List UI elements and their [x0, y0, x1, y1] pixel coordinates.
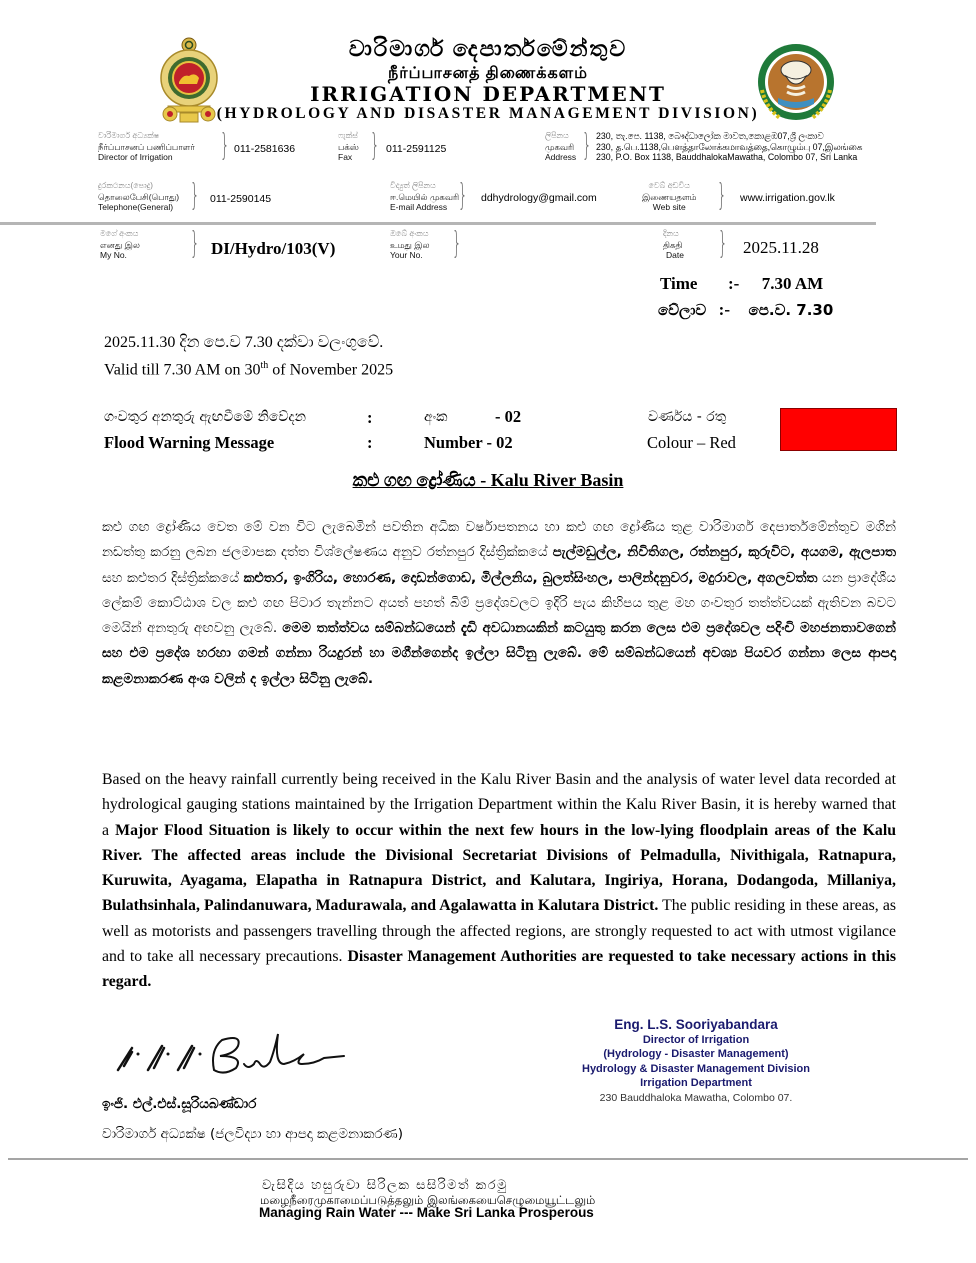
- director-label: වාරිමාර්ග අධ්‍යක්ෂ நீர்ப்பாசனப் பணிப்பாளர் Director of Irrigation: [98, 131, 195, 162]
- colour-label-sinhala: වර්ණය - රතු: [648, 409, 727, 425]
- your-no-label: ඔබේ අංකය உமது இல Your No.: [390, 229, 430, 260]
- slogan-tamil: மழைநீரைமுகாமைப்படுத்தலும் இலங்கையைசெழுமையூட்டலும்: [260, 1193, 596, 1207]
- number-english: Number - 02: [424, 433, 513, 452]
- warning-sep: :: [367, 433, 373, 452]
- warning-label-english: Flood Warning Message: [104, 433, 275, 452]
- brace-icon: }: [370, 128, 380, 163]
- address-label: ලිපිනය முகவரி Address: [545, 131, 577, 162]
- slogan-sinhala: වැසිදිය හසුරුවා සිරිලක සසිරිමත් කරමු: [262, 1178, 508, 1193]
- division-title: (HYDROLOGY AND DISASTER MANAGEMENT DIVISION): [216, 105, 760, 122]
- brace-icon: }: [452, 226, 462, 261]
- handwritten-signature: [110, 1030, 370, 1080]
- signatory-title-sinhala: වාරිමාර්ග අධ්‍යක්ෂ (ජලවිද්‍යා හා ආපදා කළමනාකරණ): [102, 1126, 403, 1142]
- director-phone: 011-2581636: [234, 143, 296, 155]
- issue-time-english: Time :- 7.30 AM: [660, 274, 824, 293]
- telephone-label: දුරකථනය(පොදු) தொலைபேசி(பொது) Telephone(General): [98, 181, 180, 212]
- my-reference-number: DI/Hydro/103(V): [211, 239, 336, 258]
- number-value-sinhala: - 02: [495, 407, 522, 426]
- brace-icon: }: [220, 128, 230, 163]
- address-value: 230, තැ.පෙ. 1138, බෞද්ධාලෝක මාවත,කොළඹ07,ශ්‍රී ලංකාව 230, த.பெ.1138,பௌத்தாலோக்கமாவத்தை,கொழும்பு 07,இலங்கை 230, P.O. Box 1138, BauddhalokaMawatha, Colombo 07, Sri Lanka: [596, 131, 863, 162]
- basin-title: කළු ගඟ ද්‍රෝණිය - Kalu River Basin: [352, 470, 624, 490]
- brace-icon: }: [190, 226, 200, 261]
- number-label-sinhala: අංක: [424, 409, 448, 425]
- brace-icon: }: [458, 178, 468, 213]
- brace-icon: }: [190, 178, 200, 213]
- warning-label-sinhala: ගංවතුර අනතුරු ඇඟවීමේ නිවේදන: [104, 409, 307, 425]
- warning-body-english: Based on the heavy rainfall currently being received in the Kalu River Basin and the analysis of water level data recorded at hydrological gauging stations maintained by the Irrigation Department within the Kalu River Basin, it is hereby warned that a Major Flood Situation is likely to occur within the next few hours in the low-lying floodplain areas of the Kalu River. The affected areas include the Divisional Secretariat Divisions of Pelmadulla, Nivithigala, Ratnapura, Kuruwita, Ayagama, Elapatha in Ratnapura District, and Kalutara, Ingiriya, Horana, Dodangoda, Millaniya, Bulathsinhala, Palindanuwara, Madurawala, and Agalawatta in Kalutara District. The public residing in these areas, as well as motorists and passengers travelling through the affected regions, are strongly requested to act with utmost vigilance and to take all necessary precautions. Disaster Management Authorities are requested to take necessary actions in this regard.: [102, 771, 896, 991]
- my-no-label: මගේ අංකය எனது இல My No.: [100, 229, 140, 260]
- header-divider: [0, 222, 876, 225]
- official-stamp: Eng. L.S. Sooriyabandara Director of Irrigation (Hydrology - Disaster Management) Hydrology & Disaster Management Division Irrigation Department 230 Bauddhaloka Mawatha, Colombo 07.: [582, 1017, 810, 1104]
- website-label: වෙබ් අඩවිය இணையதளம் Web site: [642, 181, 697, 212]
- brace-icon: }: [717, 178, 727, 213]
- department-title-tamil: நீர்ப்பாசனத் திணைக்களம்: [388, 65, 588, 82]
- telephone-number: 011-2590145: [210, 193, 272, 205]
- validity-english: Valid till 7.30 AM on 30th of November 2025: [104, 360, 394, 379]
- warning-body-sinhala: කළු ගඟ ද්‍රෝණිය වෙත මේ වන විට ලැබෙමින් පවතින අධික වර්ෂාපතනය හා කළු ගඟ ද්‍රෝණිය තුළ වාරිමාර්ග දෙපාර්තමේන්තුව මගින් නඩත්තු කරනු ලබන ජලමාපක දත්ත විශ්ලේෂණය අනුව රත්නපුර දිස්ත්‍රික්කයේ පැල්මඩුල්ල, නිවිතිගල, රත්නපුර, කුරුවිට, අයගම, ඇලපාත සහ කළුතර දිස්ත්‍රික්කයේ කළුතර, ඉංගිරිය, හොරණ, දොඩන්ගොඩ, මිල්ලනිය, බුලත්සිංහල, පාලින්දනුවර, මදුරාවල, අගලවත්ත යන ප්‍රාදේශීය ලේකම් කොට්ඨාශ වල කළු ගඟ පිටාර තැන්නට අයත් පහත් බිම් ප්‍රදේශවලට ඉදිරි පැය කිහිපය තුළ මහ ගංවතුර තත්ත්වයක් ඇතිවන බවට මෙයින් අනතුරු අඟවනු ලැබේ. මෙම තත්ත්වය සම්බන්ධයෙන් දැඩි අවධානයකින් කටයුතු කරන ලෙස එම ප්‍රදේශවල පදිංචි මහජනතාවගෙන් සහ එම ප්‍රදේශ හරහා ගමන් ගන්නා රියදුරන් හා මගීන්ගෙන්ද ඉල්ලා සිටිනු ලැබේ. මේ සම්බන්ධයෙන් අවශ්‍ය පියවර ගන්නා ලෙස ආපදා කළමනාකරණ අංශ වලින් ද ඉල්ලා සිටිනු ලැබේ.: [102, 519, 897, 687]
- fax-label: ෆැක්ස් பக்ஸ் Fax: [338, 131, 359, 162]
- fax-number: 011-2591125: [386, 143, 447, 155]
- date-label: දිනය திகதி Date: [663, 229, 684, 260]
- colour-english: Colour – Red: [647, 433, 736, 452]
- validity-sinhala: 2025.11.30 දින පෙ.ව 7.30 දක්වා වලංගුවේ.: [104, 334, 384, 351]
- department-title-english: IRRIGATION DEPARTMENT: [310, 82, 666, 106]
- warning-sep: :: [367, 408, 373, 427]
- website-url: www.irrigation.gov.lk: [740, 192, 835, 204]
- brace-icon: }: [582, 128, 592, 163]
- email-label: විද්‍යුත් ලිපිනය ஈ.மெயில் முகவரி E-mail Address: [390, 181, 460, 212]
- signatory-name-sinhala: ඉංජි. එල්.එස්.සූරියබණ්ඩාර: [102, 1096, 257, 1112]
- colour-code-red-box: [780, 408, 897, 451]
- issue-time-sinhala: වේලාව :- පෙ.ව. 7.30: [658, 300, 834, 319]
- department-title-sinhala: වාරිමාර්ග දෙපාර්තමේන්තුව: [348, 36, 628, 61]
- email-address: ddhydrology@gmail.com: [481, 192, 597, 204]
- slogan-english: Managing Rain Water --- Make Sri Lanka Prosperous: [259, 1205, 594, 1220]
- footer-divider: [8, 1158, 968, 1160]
- issue-date: 2025.11.28: [743, 238, 819, 257]
- brace-icon: }: [718, 226, 728, 261]
